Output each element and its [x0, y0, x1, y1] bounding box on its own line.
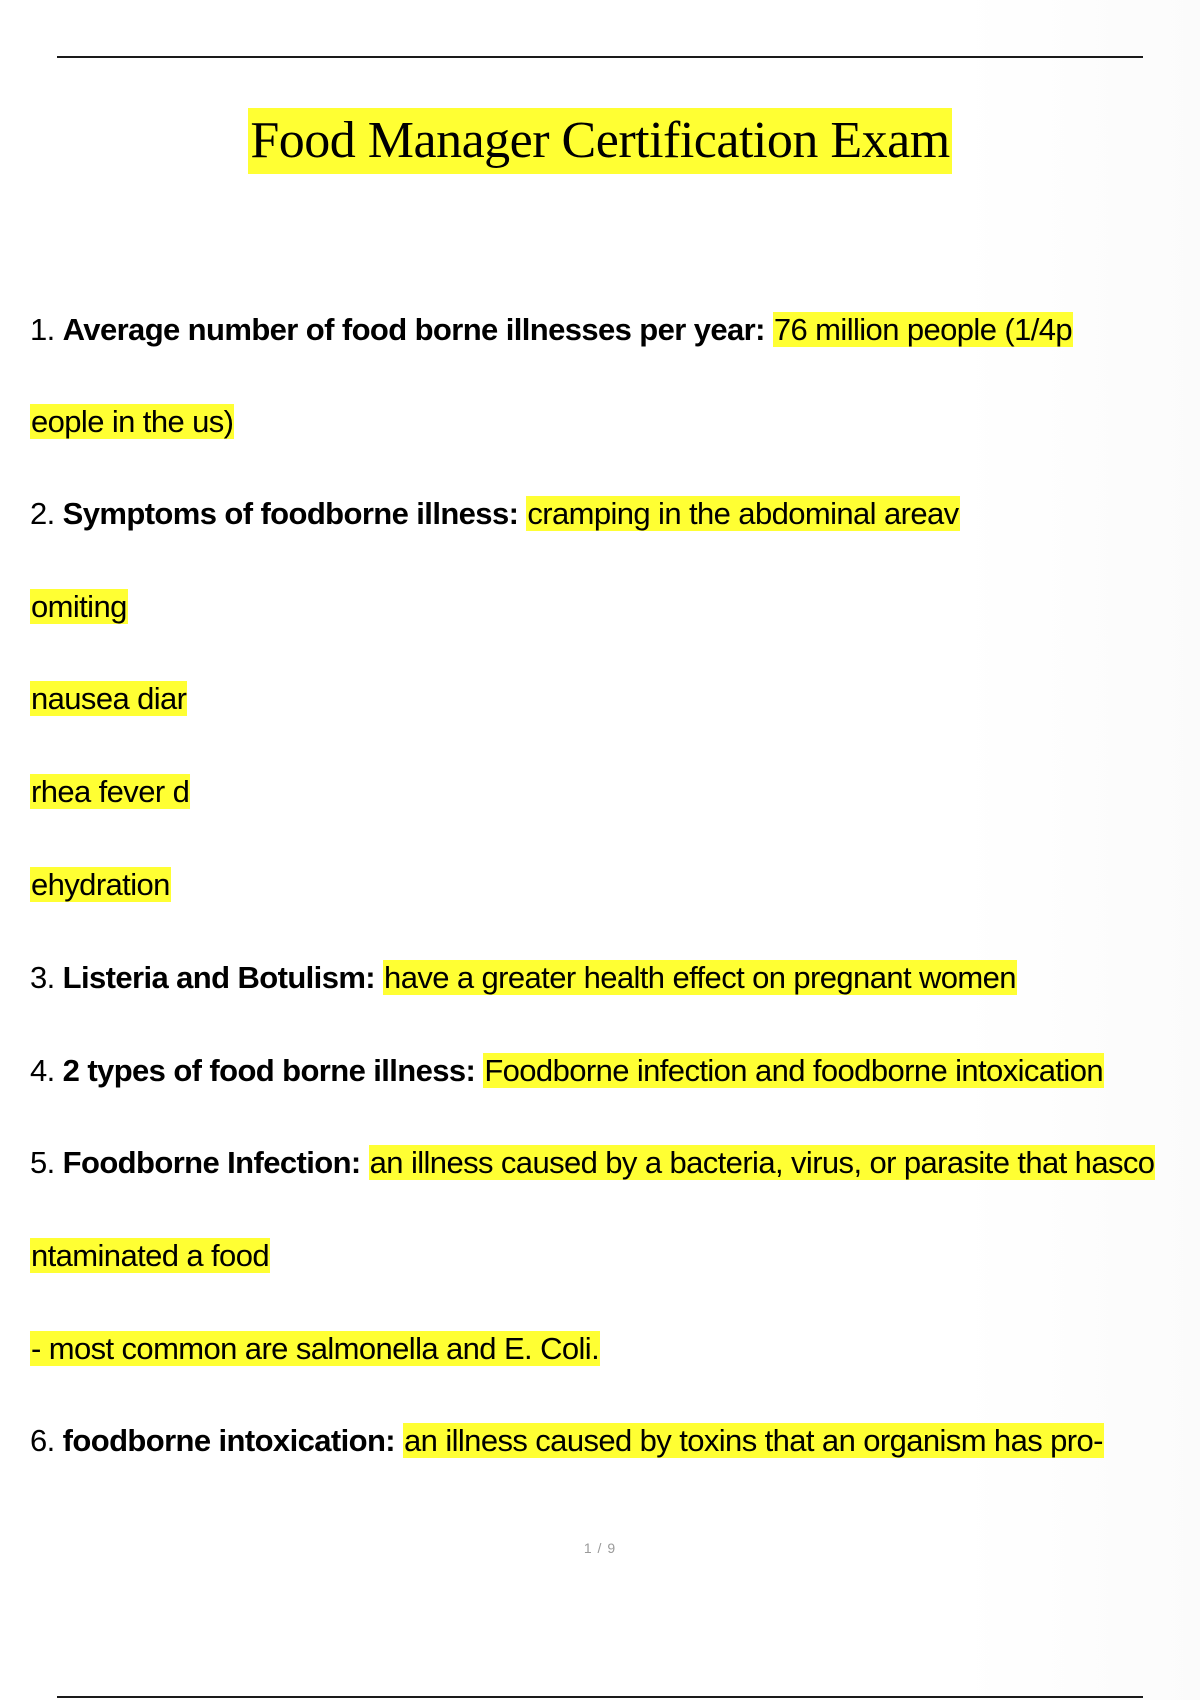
- answer-continuation: [30, 1329, 600, 1369]
- title-container: [0, 108, 1200, 174]
- item-answer: - most common are salmonella and E. Coli.: [31, 1331, 600, 1366]
- top-rule: [57, 56, 1143, 58]
- item-answer: ehydration: [31, 867, 170, 902]
- item-answer: rhea fever d: [31, 774, 190, 809]
- item-question: foodborne intoxication:: [62, 1423, 396, 1458]
- item-question: Listeria and Botulism:: [62, 960, 376, 995]
- item-answer: Foodborne infection and foodborne intoxication: [484, 1053, 1104, 1088]
- item-question: Foodborne Infection:: [62, 1145, 361, 1180]
- list-item-3: [30, 958, 1017, 998]
- list-item-2: [30, 494, 960, 534]
- answer-continuation: [30, 587, 128, 627]
- item-answer: have a greater health effect on pregnant women: [384, 960, 1016, 995]
- answer-continuation: [30, 1236, 270, 1276]
- list-item-5: [30, 1143, 1155, 1183]
- item-number: 2.: [30, 496, 55, 531]
- item-answer: ntaminated a food: [31, 1238, 269, 1273]
- item-question: Symptoms of foodborne illness:: [62, 496, 519, 531]
- page-indicator: 1 / 9: [583, 1540, 617, 1556]
- item-answer: nausea diar: [31, 681, 187, 716]
- item-answer: an illness caused by toxins that an organism has pro-: [404, 1423, 1103, 1458]
- list-item-6: [30, 1421, 1104, 1461]
- item-question: 2 types of food borne illness:: [62, 1053, 476, 1088]
- item-answer: cramping in the abdominal areav: [527, 496, 959, 531]
- item-number: 5.: [30, 1145, 55, 1180]
- list-item-4: [30, 1051, 1104, 1091]
- document-title: Food Manager Certification Exam: [248, 108, 951, 174]
- item-question: Average number of food borne illnesses per year:: [62, 312, 765, 347]
- item-answer: omiting: [31, 589, 127, 624]
- answer-continuation: [30, 402, 234, 442]
- answer-continuation: [30, 772, 190, 812]
- answer-continuation: [30, 865, 171, 905]
- item-answer: eople in the us): [31, 404, 234, 439]
- item-number: 4.: [30, 1053, 55, 1088]
- item-answer: an illness caused by a bacteria, virus, or parasite that hasco: [369, 1145, 1155, 1180]
- item-number: 3.: [30, 960, 55, 995]
- item-number: 6.: [30, 1423, 55, 1458]
- item-answer: 76 million people (1/4p: [773, 312, 1073, 347]
- list-item-1: [30, 310, 1073, 350]
- bottom-rule: [57, 1696, 1143, 1698]
- answer-continuation: [30, 679, 187, 719]
- item-number: 1.: [30, 312, 55, 347]
